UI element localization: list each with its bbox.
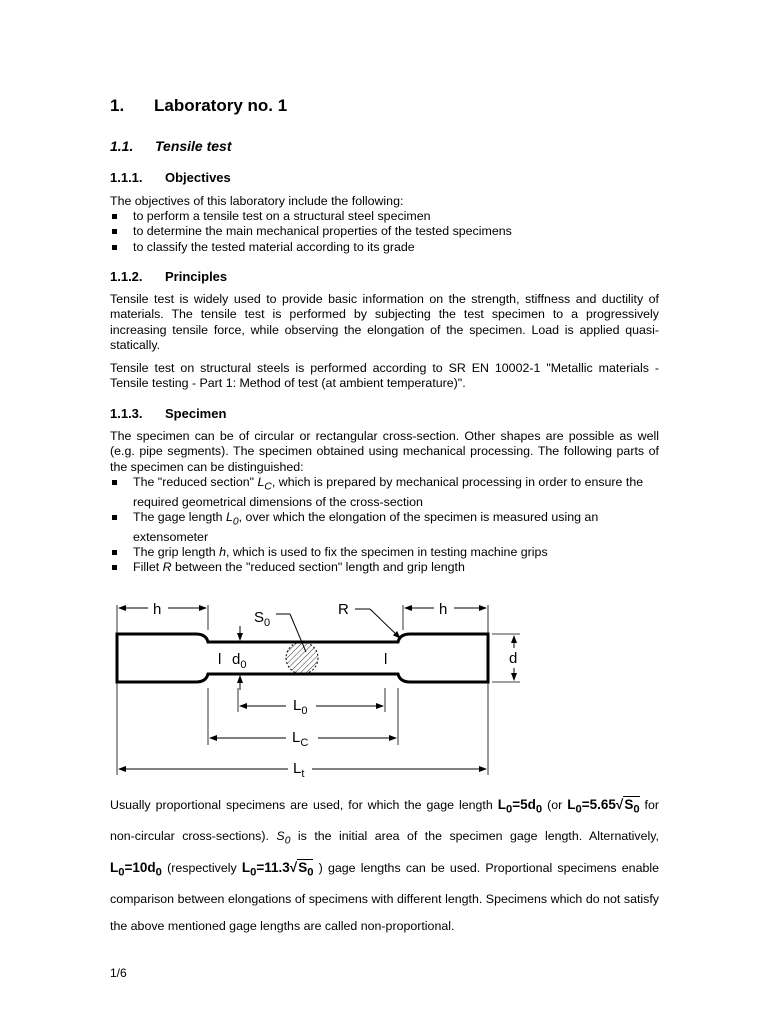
formula-l0-5d0: $L_0=5d_0$ bbox=[497, 797, 543, 816]
label-d: d bbox=[509, 650, 518, 667]
heading-tensile-test: 1.1. Tensile test bbox=[110, 138, 232, 154]
list-item: The grip length h, which is used to fix the specimen in testing machine grips bbox=[110, 545, 659, 560]
label-l-right: l bbox=[384, 651, 388, 668]
list-item: The "reduced section" $L_C$, which is prepared by mechanical processing in order to ensure the required geometrical dimensions of the cross-section bbox=[110, 475, 659, 510]
label-r: R bbox=[338, 601, 349, 618]
principles-paragraph-1: Tensile test is widely used to provide basic information on the strength, stiffness and ductility of materials. The tensile test is performed by subjecting the test specimen to a progressively increasing tensile force, while observing the elongation of the specimen. Load is applied quasi-statically. bbox=[110, 292, 659, 352]
label-lt: $L_t$ bbox=[293, 760, 305, 780]
label-l0: $L_0$ bbox=[293, 697, 308, 717]
label-l-left: l bbox=[218, 651, 222, 668]
list-item: Fillet R between the "reduced section" length and grip length bbox=[110, 560, 659, 575]
cross-section-circle bbox=[286, 642, 318, 674]
label-h-left: h bbox=[153, 601, 162, 618]
heading-laboratory: 1. Laboratory no. 1 bbox=[110, 96, 288, 115]
label-lc: $L_C$ bbox=[292, 729, 309, 749]
formula-l0-5-65-sqrt-s0: $L_0=5.65√S_0$ bbox=[567, 797, 640, 816]
list-item: to perform a tensile test on a structural steel specimen bbox=[110, 209, 659, 224]
objectives-intro: The objectives of this laboratory include the following: bbox=[110, 194, 404, 208]
heading-specimen: 1.1.3. Specimen bbox=[110, 406, 227, 421]
label-s0: $S_0$ bbox=[254, 609, 271, 629]
specimen-paragraph: The specimen can be of circular or rectangular cross-section. Other shapes are possible as well (e.g. pipe segments). The specimen obtained using mechanical processing. The following parts of the specimen can be distinguished: bbox=[110, 429, 659, 474]
list-item: The gage length $L_0$, over which the elongation of the specimen is measured using an extensometer bbox=[110, 510, 659, 545]
label-h-right: h bbox=[439, 601, 448, 618]
page-number: 1/6 bbox=[110, 966, 127, 980]
formula-l0-10d0: $L_0=10d_0$ bbox=[110, 860, 162, 879]
principles-paragraph-2: Tensile test on structural steels is performed according to SR EN 10002-1 "Metallic materials - Tensile testing - Part 1: Method of test (at ambient temperature)". bbox=[110, 361, 659, 391]
formula-l0-11-3-sqrt-s0: $L_0=11.3√S_0$ bbox=[241, 860, 314, 879]
proportional-specimens-paragraph: Usually proportional specimens are used, for which the gage length $L_0=5d_0$ (or $L_0=5.65√S_0$ for non-circular cross-sections). $S_0$ is the initial area of the specimen gage length. Alternatively, $L_0=10d_0$ (respectively $L_0=11.3√S_0$ ) gage lengths can be used. Proportional specimens enable comparison between elongations of specimens with different length. Specimens which do not satisfy the above mentioned gage lengths are called non-proportional. bbox=[110, 797, 660, 933]
list-item: to classify the tested material according to its grade bbox=[110, 240, 659, 255]
label-d0: $d_0$ bbox=[232, 651, 247, 671]
heading-objectives: 1.1.1. Objectives bbox=[110, 170, 231, 185]
heading-principles: 1.1.2. Principles bbox=[110, 269, 228, 284]
symbol-s0: $S_0$ bbox=[276, 829, 291, 847]
list-item: to determine the main mechanical properties of the tested specimens bbox=[110, 224, 659, 239]
